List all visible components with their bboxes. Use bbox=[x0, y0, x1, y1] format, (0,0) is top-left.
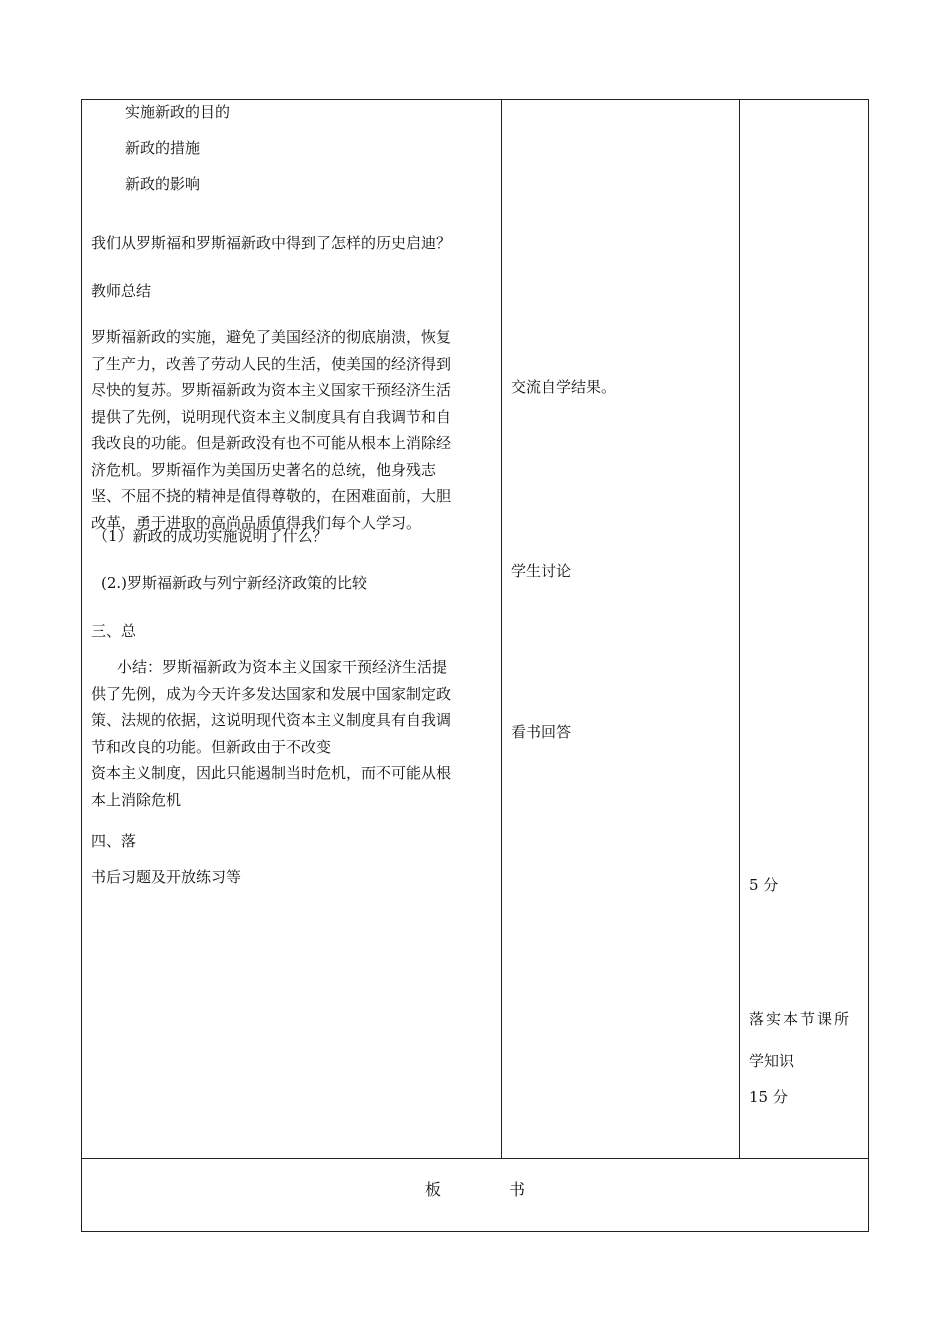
summary-line: 坚、不屈不挠的精神是值得尊敬的，在困难面前，大胆 bbox=[91, 487, 452, 505]
summary-line: 提供了先例，说明现代资本主义制度具有自我调节和自 bbox=[91, 407, 452, 426]
topic-impact: 新政的影响 bbox=[125, 175, 201, 193]
board-label-char-2: 书 bbox=[509, 1180, 526, 1199]
homework-text: 书后习题及开放练习等 bbox=[91, 868, 242, 886]
topic-purpose: 实施新政的目的 bbox=[125, 103, 231, 121]
summary-line: 了生产力，改善了劳动人民的生活，使美国的经济得到 bbox=[91, 354, 452, 373]
section-4-heading: 四、落 bbox=[91, 832, 137, 850]
conclusion-line: 供了先例，成为今天许多发达国家和发展中国家制定政 bbox=[91, 684, 452, 703]
conclusion-line: 小结：罗斯福新政为资本主义国家干预经济生活提 bbox=[117, 658, 448, 676]
column-divider-2 bbox=[739, 99, 740, 1159]
conclusion-line: 策、法规的依据，这说明现代资本主义制度具有自我调 bbox=[91, 711, 452, 729]
activity-exchange-results: 交流自学结果。 bbox=[511, 378, 617, 396]
table-right-border bbox=[868, 99, 869, 1232]
note-line-2: 学知识 bbox=[749, 1052, 795, 1070]
sub-question-1: （1）新政的成功实施说明了什么？ bbox=[93, 527, 328, 545]
conclusion-paragraph bbox=[91, 654, 451, 813]
topic-measures: 新政的措施 bbox=[125, 139, 201, 157]
conclusion-line: 资本主义制度，因此只能遏制当时危机，而不可能从根 bbox=[91, 764, 452, 782]
summary-line: 我改良的功能。但是新政没有也不可能从根本上消除经 bbox=[91, 434, 452, 452]
column-divider-1 bbox=[501, 99, 502, 1159]
summary-line: 尽快的复苏。罗斯福新政为资本主义国家干预经济生活 bbox=[91, 381, 452, 399]
summary-line: 罗斯福新政的实施，避免了美国经济的彻底崩溃，恢复 bbox=[91, 328, 452, 346]
time-allocation-1: 5 分 bbox=[749, 876, 779, 894]
board-label-char-1: 板 bbox=[425, 1180, 442, 1199]
sub-question-2: (2.)罗斯福新政与列宁新经济政策的比较 bbox=[101, 574, 368, 592]
teacher-summary-paragraph bbox=[91, 324, 451, 536]
summary-line: 改革，勇于进取的高尚品质值得我们每个人学习。 bbox=[91, 513, 422, 532]
table-bottom-border bbox=[81, 1231, 869, 1232]
teacher-summary-label: 教师总结 bbox=[91, 282, 152, 300]
conclusion-line: 本上消除危机 bbox=[91, 790, 182, 809]
summary-line: 济危机。罗斯福作为美国历史著名的总统，他身残志 bbox=[91, 460, 437, 479]
footer-row-divider bbox=[81, 1158, 869, 1159]
section-3-heading: 三、总 bbox=[91, 622, 137, 640]
conclusion-line: 节和改良的功能。但新政由于不改变 bbox=[91, 737, 332, 756]
table-left-border bbox=[81, 99, 82, 1232]
time-allocation-2: 15 分 bbox=[749, 1088, 788, 1106]
activity-student-discussion: 学生讨论 bbox=[511, 562, 572, 580]
activity-read-and-answer: 看书回答 bbox=[511, 723, 572, 741]
note-line-1: 落实本节课所 bbox=[749, 1010, 852, 1028]
discussion-question: 我们从罗斯福和罗斯福新政中得到了怎样的历史启迪？ bbox=[91, 234, 452, 252]
